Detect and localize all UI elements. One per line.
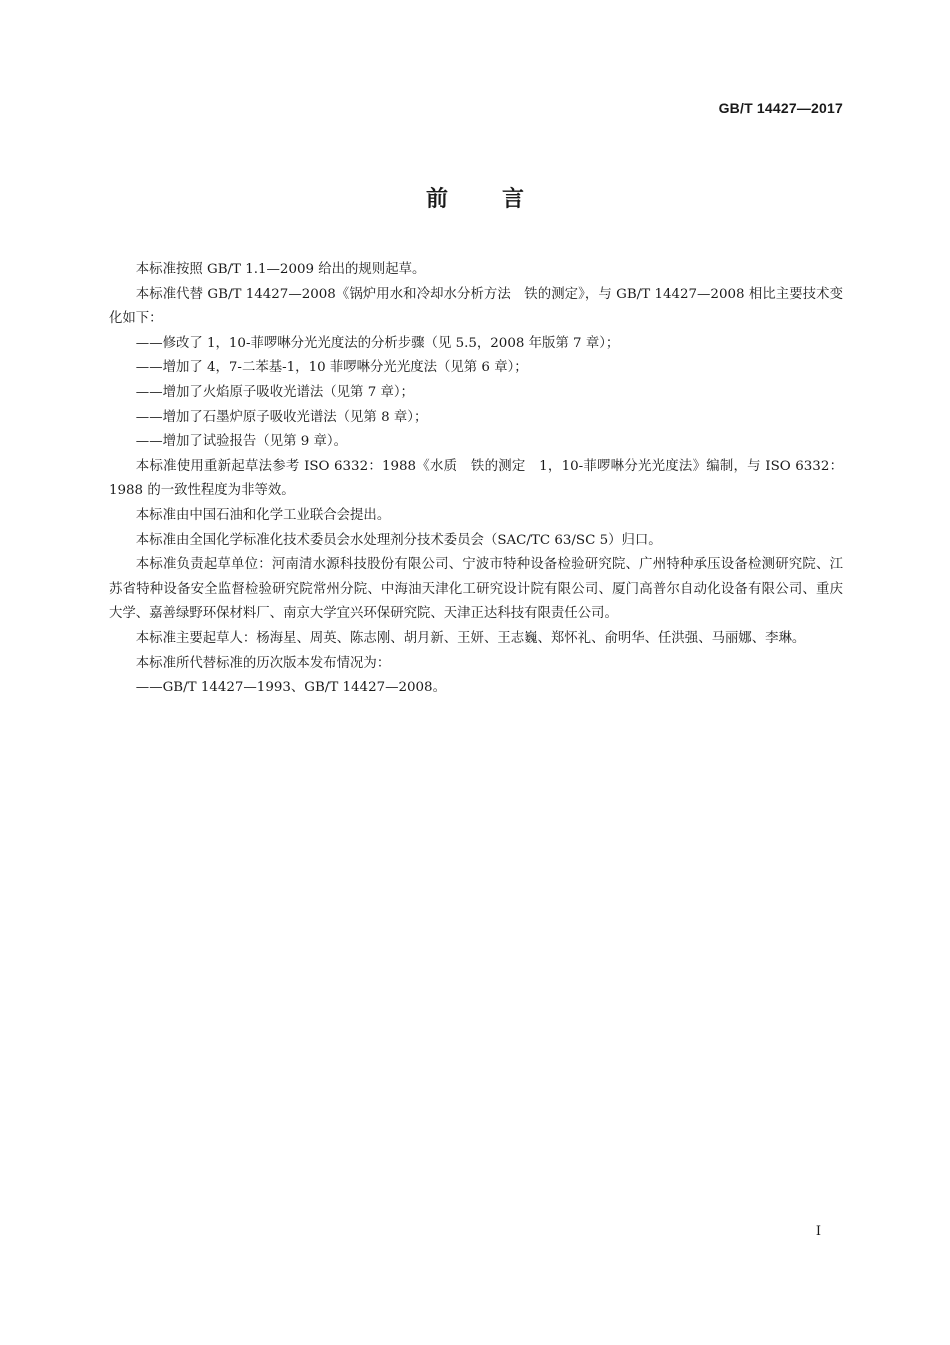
change-item-1: ——修改了 1，10-菲啰啉分光光度法的分析步骤（见 5.5，2008 年版第 7 章）； bbox=[135, 335, 620, 351]
paragraph-drafting-units: 本标准负责起草单位：河南清水源科技股份有限公司、宁波市特种设备检验研究院、广州特种承压设备检测研究院、江苏省特种设备安全监督检验研究院常州分院、中海油天津化工研究设计院有限公司、厦门高普尔自动化设备有限公司、重庆大学、嘉善绿野环保材料厂、南京大学宜兴环保研究院、天津正达科技有限责任公司。 bbox=[109, 557, 843, 622]
page-number: I bbox=[815, 1224, 821, 1239]
history-item: ——GB/T 14427—1993、GB/T 14427—2008。 bbox=[135, 680, 446, 696]
change-item-5: ——增加了试验报告（见第 9 章）。 bbox=[135, 434, 347, 450]
paragraph-iso-reference: 本标准使用重新起草法参考 ISO 6332：1988《水质 铁的测定 1，10-菲啰啉分光光度法》编制，与 ISO 6332：1988 的一致性程度为非等效。 bbox=[109, 458, 843, 499]
paragraph-committee: 本标准由全国化学标准化技术委员会水处理剂分技术委员会（SAC/TC 63/SC 5）归口。 bbox=[135, 532, 662, 548]
standard-code: GB/T 14427—2017 bbox=[718, 100, 843, 116]
change-item-3: ——增加了火焰原子吸收光谱法（见第 7 章）； bbox=[135, 384, 414, 400]
paragraph-replacement: 本标准代替 GB/T 14427—2008《锅炉用水和冷却水分析方法 铁的测定》，与 GB/T 14427—2008 相比主要技术变化如下： bbox=[109, 286, 843, 327]
page-title: 前言 bbox=[425, 187, 578, 212]
foreword-body bbox=[109, 258, 843, 701]
paragraph-drafting-rules: 本标准按照 GB/T 1.1—2009 给出的规则起草。 bbox=[135, 262, 426, 277]
paragraph-drafters: 本标准主要起草人：杨海星、周英、陈志刚、胡月新、王妍、王志巍、郑怀礼、俞明华、任洪强、马丽娜、李琳。 bbox=[135, 630, 806, 646]
change-item-2: ——增加了 4，7-二苯基-1，10 菲啰啉分光光度法（见第 6 章）； bbox=[135, 360, 528, 376]
paragraph-history-intro: 本标准所代替标准的历次版本发布情况为： bbox=[135, 655, 391, 671]
paragraph-proposer: 本标准由中国石油和化学工业联合会提出。 bbox=[135, 507, 391, 523]
change-item-4: ——增加了石墨炉原子吸收光谱法（见第 8 章）； bbox=[135, 409, 428, 425]
